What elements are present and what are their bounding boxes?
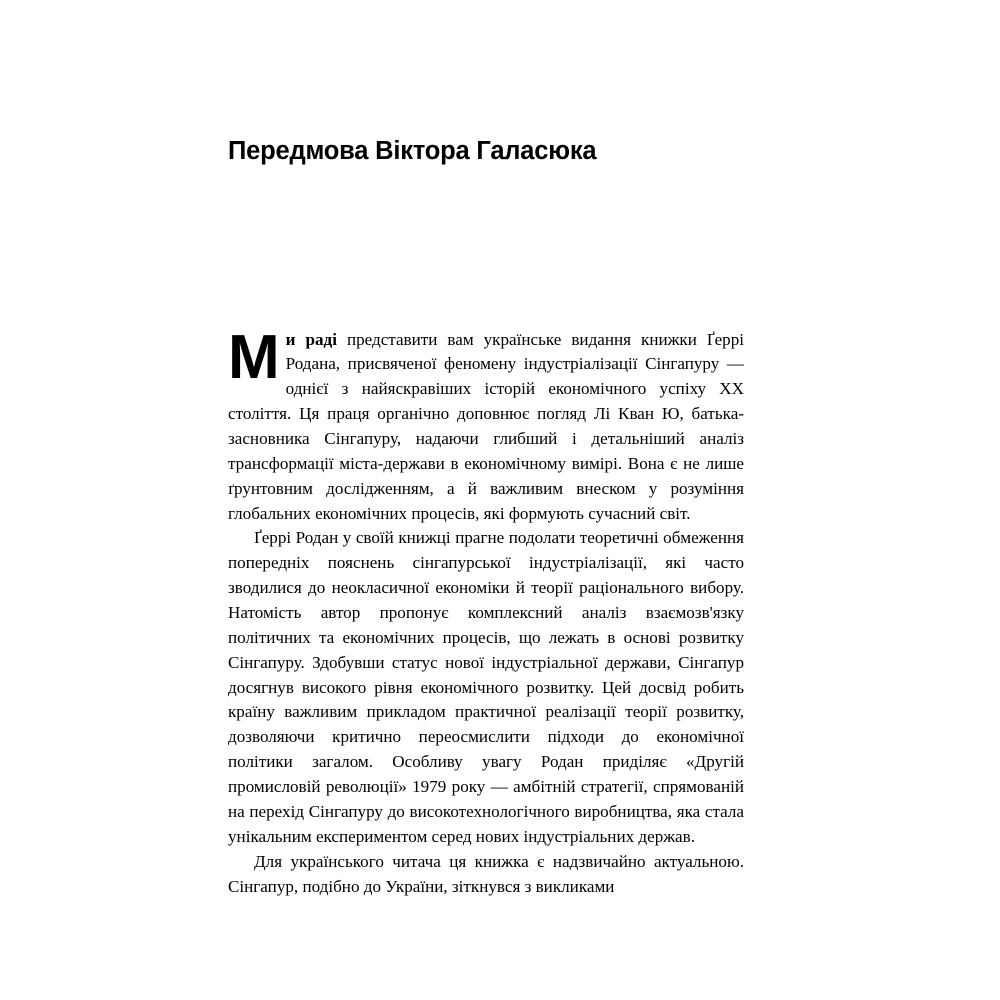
body-text (228, 328, 744, 900)
paragraph-first (228, 328, 744, 527)
lead-bold-text: и раді (285, 329, 337, 349)
drop-cap: М (228, 327, 280, 392)
paragraph-text: представити вам українське видання книжки Ґеррі Родана, присвяченої феномену індустріалізації Сінгапуру — однієї з найяскравіших історій економічного успіху XX століття. Ця праця органічно доповнює погляд Лі Кван Ю, батька-засновника Сінгапуру, надаючи глибший і детальніший аналіз трансформації міста-держави в економічному вимірі. Вона є не лише ґрунтовним дослідженням, а й важливим внеском у розуміння глобальних економічних процесів, які формують сучасний світ. (228, 329, 744, 523)
page-content (228, 0, 744, 899)
page-title: Передмова Віктора Галасюка (228, 137, 597, 165)
paragraph: Для українського читача ця книжка є надзвичайно актуальною. Сінгапур, подібно до України, зіткнувся з викликами (228, 851, 744, 896)
paragraph: Ґеррі Родан у своїй книжці прагне подолати теоретичні обмеження попередніх пояснень сінгапурської індустріалізації, які часто зводилися до неокласичної економіки й теорії раціонального вибору. Натомість автор пропонує комплексний аналіз взаємозв'язку політичних та економічних процесів, що лежать в основі розвитку Сінгапуру. Здобувши статус нової індустріальної держави, Сінгапур досягнув високого рівня економічного розвитку. Цей досвід робить країну важливим прикладом практичної реалізації теорії розвитку, дозволяючи критично переосмислити підходи до економічної політики загалом. Особливу увагу Родан приділяє «Другій промисловій революції» 1979 року — амбітній стратегії, спрямованій на перехід Сінгапуру до високотехнологічного виробництва, яка стала унікальним експериментом серед нових індустріальних держав. (228, 528, 744, 846)
